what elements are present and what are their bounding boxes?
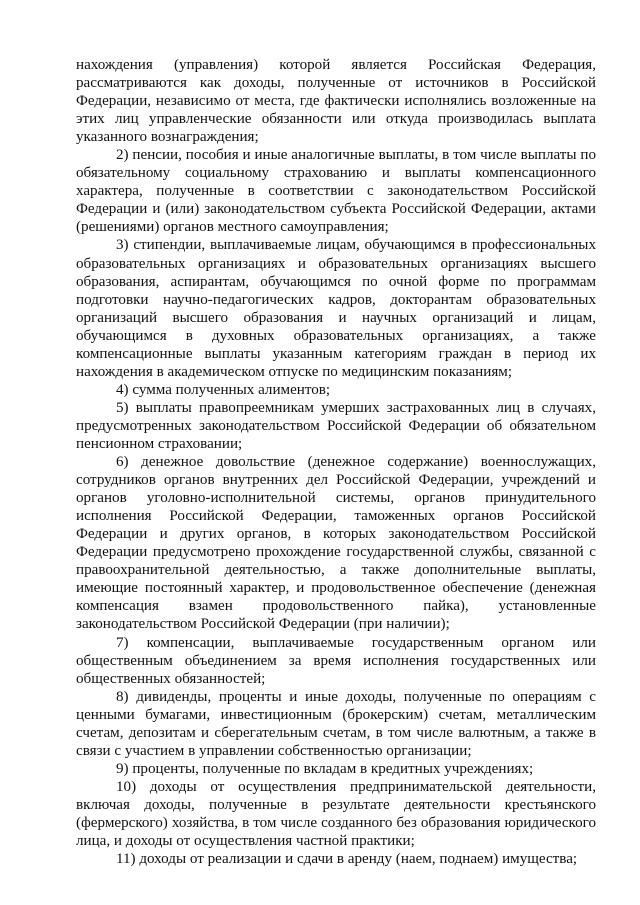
- paragraph-item-11: 11) доходы от реализации и сдачи в аренду (наем, поднаем) имущества;: [116, 851, 578, 868]
- paragraph-item-2: 2) пенсии, пособия и иные аналогичные выплаты, в том числе выплаты по обязательному социальному страхованию и выплаты компенсационного характера, полученные в соответствии с законодательством Российской Федерации и (или) законодательством субъекта Российской Федерации, актами (решениями) органов местного самоуправления;: [76, 147, 596, 236]
- paragraph-continuation: нахождения (управления) которой является Российская Федерация, рассматриваются как доходы, полученные от источников в Российской Федерации, независимо от места, где фактически исполнялись возложенные на этих лиц управленческие обязанности или откуда производилась выплата указанного вознаграждения;: [76, 57, 596, 146]
- paragraph-item-7: 7) компенсации, выплачиваемые государственным органом или общественным объединением за время исполнения государственных или общественных обязанностей;: [76, 634, 596, 687]
- paragraph-item-4: 4) сумма полученных алиментов;: [116, 381, 331, 398]
- paragraph-item-9: 9) проценты, полученные по вкладам в кредитных учреждениях;: [116, 760, 534, 777]
- document-page: [76, 56, 596, 868]
- paragraph-item-8: 8) дивиденды, проценты и иные доходы, полученные по операциям с ценными бумагами, инвестиционным (брокерским) счетам, металлическим счетам, депозитам и сберегательным счетам, в том числе валютным, а также в связи с участием в управлении собственностью организации;: [76, 688, 596, 759]
- paragraph-item-3: 3) стипендии, выплачиваемые лицам, обучающимся в профессиональных образовательных организациях и образовательных организациях высшего образования, аспирантам, обучающимся по очной форме по программам подготовки научно-педагогических кадров, докторантам образовательных организаций высшего образования и научных организаций и лицам, обучающимся в духовных образовательных организациях, а также компенсационные выплаты указанным категориям граждан в период их нахождения в академическом отпуске по медицинским показаниям;: [76, 237, 596, 380]
- paragraph-item-10: 10) доходы от осуществления предпринимательской деятельности, включая доходы, полученные в результате деятельности крестьянского (фермерского) хозяйства, в том числе созданного без образования юридического лица, и доходы от осуществления частной практики;: [76, 778, 596, 850]
- paragraph-item-5: 5) выплаты правопреемникам умерших застрахованных лиц в случаях, предусмотренных законодательством Российской Федерации об обязательном пенсионном страховании;: [76, 399, 596, 452]
- paragraph-item-6: 6) денежное довольствие (денежное содержание) военнослужащих, сотрудников органов внутренних дел Российской Федерации, учреждений и органов уголовно-исполнительной системы, органов принудительного исполнения Российской Федерации, таможенных органов Российской Федерации и других органов, в которых законодательством Российской Федерации предусмотрено прохождение государственной службы, связанной с правоохранительной деятельностью, а также дополнительные выплаты, имеющие постоянный характер, и продовольственное обеспечение (денежная компенсация взамен продовольственного пайка), установленные законодательством Российской Федерации (при наличии);: [76, 454, 596, 633]
